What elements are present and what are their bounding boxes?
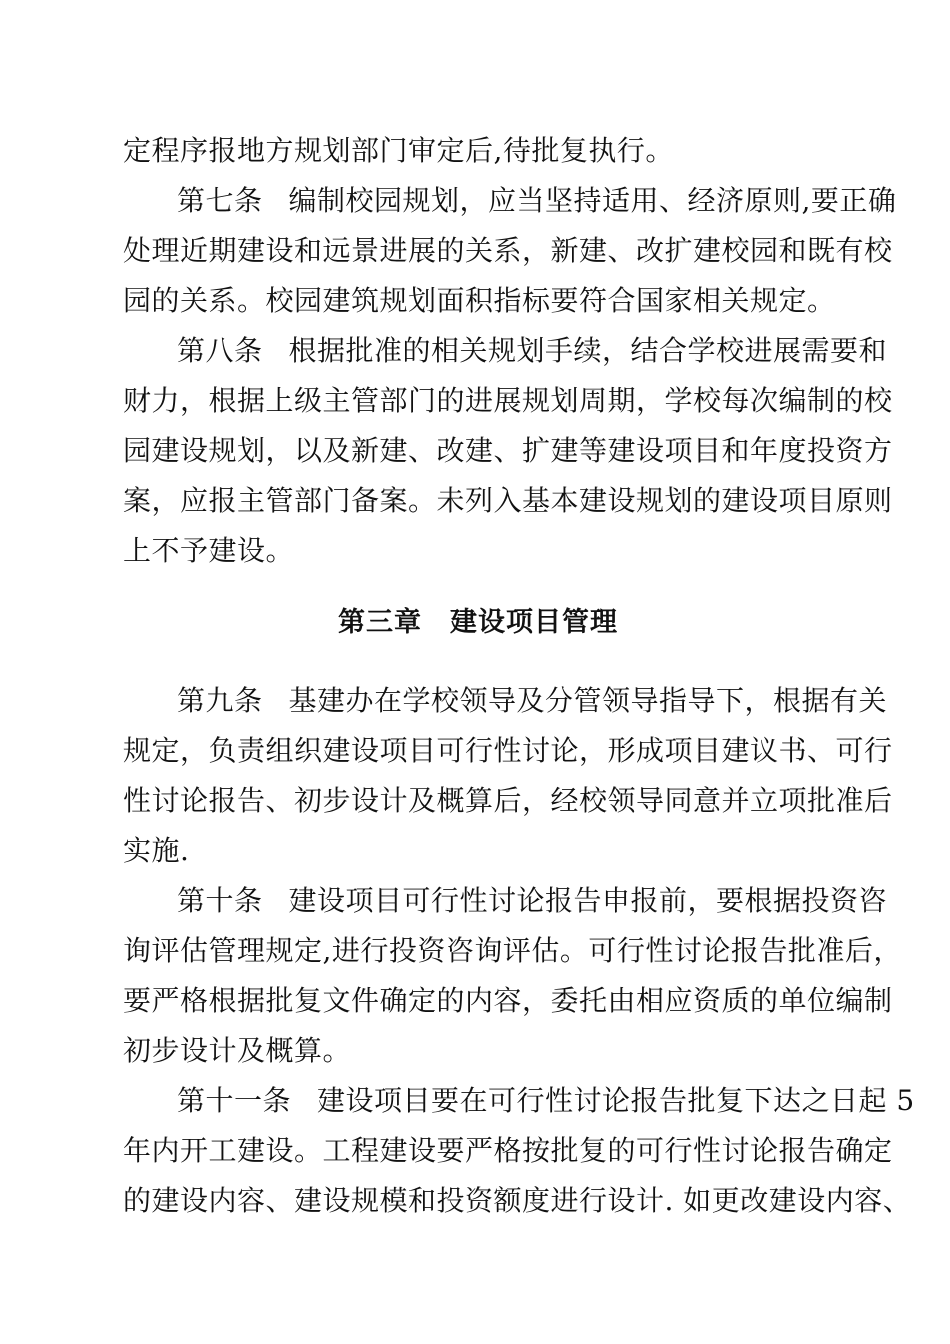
article-8-line-4: 案，应报主管部门备案。未列入基本建设规划的建设项目原则 xyxy=(123,484,893,517)
article-8-line-5: 上不予建设。 xyxy=(123,534,295,567)
article-9-line-1: 基建办在学校领导及分管领导指导下，根据有关 xyxy=(288,684,888,717)
document-body xyxy=(123,126,915,1226)
article-9-line-4: 实施. xyxy=(123,834,190,867)
article-7-label: 第七条 xyxy=(177,184,263,217)
article-8-line-1: 根据批准的相关规划手续，结合学校进展需要和 xyxy=(288,334,888,367)
article-9-label: 第九条 xyxy=(177,684,263,717)
article-7-line-1: 编制校园规划，应当坚持适用、经济原则,要正确 xyxy=(288,184,897,217)
article-10-label: 第十条 xyxy=(177,884,263,917)
article-7-line-3: 园的关系。校园建筑规划面积指标要符合国家相关规定。 xyxy=(123,284,836,317)
article-11-line-3: 的建设内容、建设规模和投资额度进行设计. 如更改建设内容、 xyxy=(123,1184,912,1217)
article-8-label: 第八条 xyxy=(177,334,263,367)
chapter-heading: 第三章 建设项目管理 xyxy=(338,607,618,638)
article-7-line-2: 处理近期建设和远景进展的关系，新建、改扩建校园和既有校 xyxy=(123,234,893,267)
article-8-first-line xyxy=(123,326,888,376)
article-10-line-2: 询评估管理规定,进行投资咨询评估。可行性讨论报告批准后， xyxy=(123,934,902,967)
article-10-first-line xyxy=(123,876,888,926)
article-8-line-3: 园建设规划，以及新建、改建、扩建等建设项目和年度投资方 xyxy=(123,434,893,467)
article-10-line-3: 要严格根据批复文件确定的内容，委托由相应资质的单位编制 xyxy=(123,984,893,1017)
article-11-first-line xyxy=(123,1076,915,1126)
article-9-line-2: 规定，负责组织建设项目可行性讨论，形成项目建议书、可行 xyxy=(123,734,893,767)
article-10-line-4: 初步设计及概算。 xyxy=(123,1034,352,1067)
article-11-label: 第十一条 xyxy=(177,1084,292,1117)
paragraph-continuation-line: 定程序报地方规划部门审定后,待批复执行。 xyxy=(123,134,674,167)
article-8-line-2: 财力，根据上级主管部门的进展规划周期，学校每次编制的校 xyxy=(123,384,893,417)
article-11-line-1: 建设项目要在可行性讨论报告批复下达之日起 5 xyxy=(317,1084,915,1117)
article-7-first-line xyxy=(123,176,897,226)
article-9-line-3: 性讨论报告、初步设计及概算后，经校领导同意并立项批准后 xyxy=(123,784,893,817)
article-9-first-line xyxy=(123,676,888,726)
article-11-line-2: 年内开工建设。工程建设要严格按批复的可行性讨论报告确定 xyxy=(123,1134,893,1167)
article-10-line-1: 建设项目可行性讨论报告申报前，要根据投资咨 xyxy=(288,884,888,917)
